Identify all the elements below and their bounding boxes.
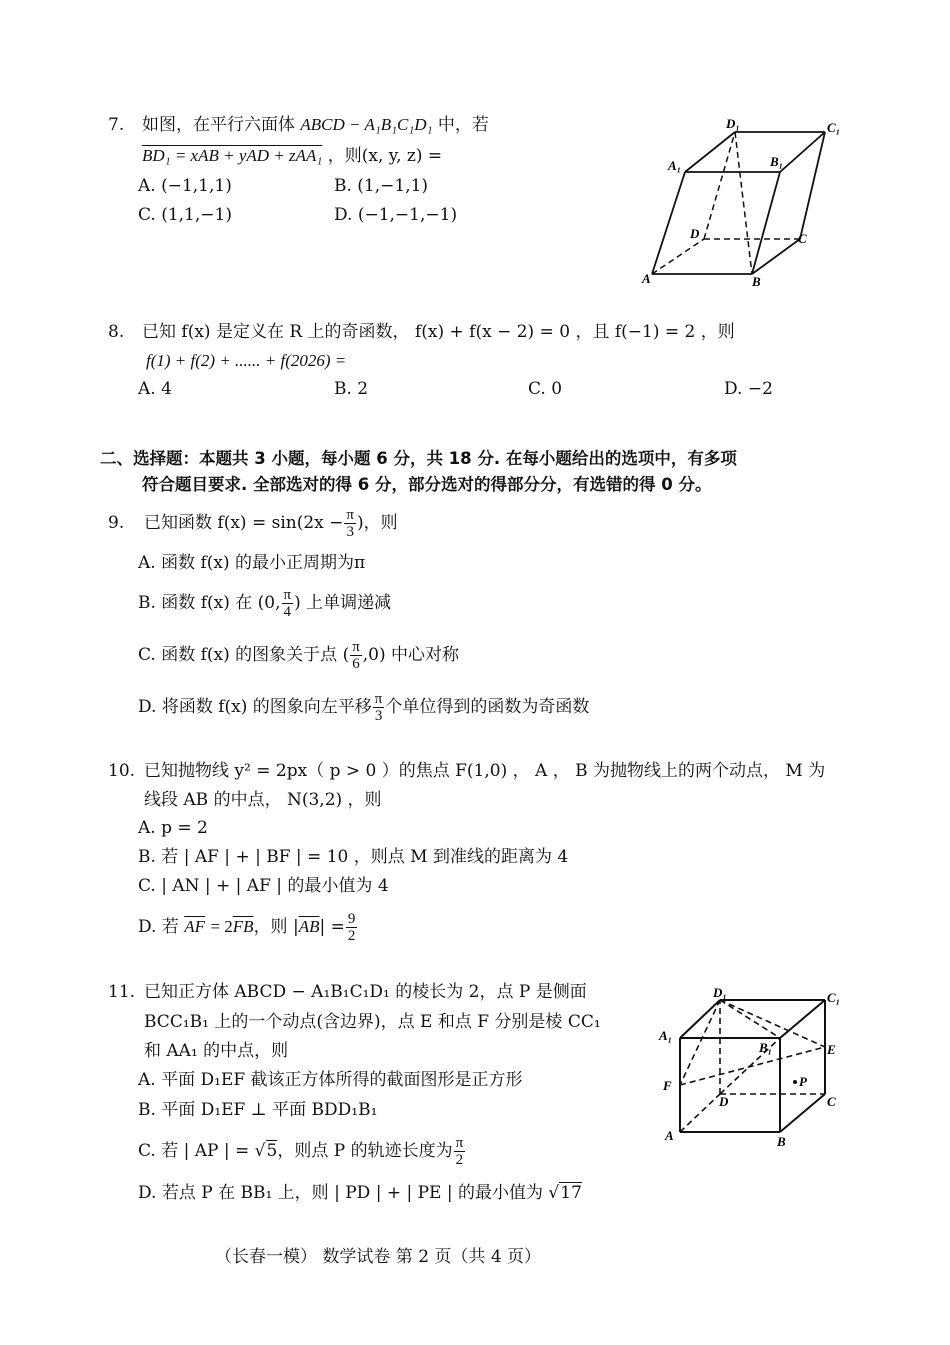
q7-stem-line2 bbox=[142, 145, 442, 167]
q10-optd-mid: = 2 bbox=[210, 917, 233, 936]
edge-ad bbox=[652, 239, 704, 274]
section2-heading-line1: 二、选择题：本题共 3 小题，每小题 6 分，共 18 分. 在每小题给出的选项中，有多项 bbox=[100, 449, 737, 468]
q9-optc-fraction bbox=[350, 639, 362, 672]
q11-line1: 已知正方体 ABCD − A₁B₁C₁D₁ 的棱长为 2，点 P 是侧面 bbox=[144, 982, 587, 1002]
label-e: E bbox=[827, 1042, 836, 1057]
section2-heading-line2: 符合题目要求. 全部选对的得 6 分，部分选对的得部分分，有选错的得 0 分。 bbox=[142, 475, 712, 494]
q7-question: ，则(x, y, z) = bbox=[327, 146, 443, 166]
label-b: B bbox=[777, 1134, 786, 1149]
q9-optd-post: 个单位得到的函数为奇函数 bbox=[385, 697, 590, 717]
label-d: D bbox=[690, 226, 700, 241]
q7-option-a: A. (−1,1,1) bbox=[138, 176, 232, 196]
q10-option-a: A. p = 2 bbox=[138, 818, 208, 838]
q9-optd-pre: D. 将函数 f(x) 的图象向左平移 bbox=[138, 697, 372, 717]
edge-b1c1 bbox=[780, 132, 825, 172]
seg-d1e bbox=[720, 1000, 825, 1047]
label-c1: C₁ bbox=[827, 990, 841, 1005]
q7-option-c: C. (1,1,−1) bbox=[138, 205, 232, 225]
q9-number: 9. bbox=[108, 513, 125, 533]
q9-optb-num: π bbox=[283, 587, 292, 603]
q10-optd-eq: | = bbox=[319, 917, 345, 937]
q10-optd-fraction bbox=[346, 911, 358, 944]
q11-option-b: B. 平面 D₁EF ⊥ 平面 BDD₁B₁ bbox=[138, 1100, 378, 1120]
q11-cube-figure bbox=[655, 980, 855, 1150]
q11-optc-num: π bbox=[455, 1135, 464, 1151]
q8-line2: f(1) + f(2) + ...... + f(2026) = bbox=[146, 351, 347, 370]
seg-d1b1 bbox=[720, 1000, 780, 1038]
q11-optc-mid: ，则点 P 的轨迹长度为 bbox=[277, 1141, 453, 1161]
q9-stem-pre: 已知函数 f(x) = sin(2x − bbox=[144, 513, 344, 533]
q10-vector-af: $\overline{AF}$ bbox=[184, 917, 206, 936]
q9-optc-post: ,0) 中心对称 bbox=[362, 645, 460, 665]
label-a: A bbox=[665, 1128, 674, 1143]
q7-number: 7. bbox=[108, 115, 125, 135]
q8-line1: 已知 f(x) 是定义在 R 上的奇函数， f(x) + f(x − 2) = 0 ，且 f(−1) = 2 ，则 bbox=[142, 322, 735, 342]
q7-stem-text: 如图，在平行六面体 bbox=[142, 115, 295, 135]
label-b1: B₁ bbox=[770, 154, 784, 169]
q11-line3: 和 AA₁ 的中点，则 bbox=[144, 1041, 289, 1061]
q9-option-d bbox=[138, 690, 589, 724]
label-d: D bbox=[719, 1094, 729, 1109]
q9-stem-post: )，则 bbox=[356, 513, 398, 533]
q10-optd-mid2: ，则 | bbox=[253, 917, 299, 937]
q9-frac-den: 3 bbox=[346, 524, 354, 540]
edge-bc bbox=[780, 1094, 825, 1132]
q11-option-a: A. 平面 D₁EF 截该正方体所得的截面图形是正方形 bbox=[138, 1070, 523, 1090]
q7-parallelepiped-figure bbox=[640, 112, 850, 292]
q9-optd-den: 3 bbox=[374, 708, 383, 724]
label-a: A bbox=[642, 271, 651, 286]
edge-ad bbox=[680, 1094, 720, 1132]
q9-optb-pre: B. 函数 f(x) 在 (0, bbox=[138, 593, 281, 613]
q11-optc-pre: C. 若 | AP | = bbox=[138, 1141, 250, 1161]
q10-vector-ab: $\overline{AB}$ bbox=[298, 917, 320, 936]
q9-option-b bbox=[138, 586, 391, 620]
q11-option-c: C. 若 | AP | = √5，则点 P 的轨迹长度为 $\frac{\pi}{2}$ bbox=[138, 1135, 464, 1168]
edge-dd1 bbox=[704, 132, 735, 239]
q10-line1: 已知抛物线 y² = 2px（ p > 0 ）的焦点 F(1,0) ， A ， B 为抛物线上的两个动点， M 为 bbox=[144, 761, 826, 781]
label-b: B bbox=[752, 274, 761, 289]
q9-optb-fraction bbox=[282, 587, 294, 620]
label-d1: D₁ bbox=[726, 116, 740, 131]
q9-optc-num: π bbox=[352, 639, 360, 655]
q11-optd-pre: D. 若点 P 在 BB₁ 上，则 | PD | + | PE | 的最小值为 bbox=[138, 1183, 543, 1203]
q10-option-d bbox=[138, 910, 358, 944]
q8-option-b: B. 2 bbox=[334, 379, 369, 399]
label-a1: A₁ bbox=[668, 158, 682, 173]
label-d1: D₁ bbox=[713, 985, 727, 1000]
edge-bb1 bbox=[752, 172, 780, 274]
label-a1: A₁ bbox=[659, 1028, 673, 1043]
q9-option-c bbox=[138, 638, 459, 672]
q9-stem bbox=[144, 506, 398, 540]
point-p bbox=[793, 1080, 797, 1084]
q9-optd-num: π bbox=[374, 691, 383, 707]
q8-option-d: D. −2 bbox=[724, 379, 773, 399]
page-footer: （长春一模） 数学试卷 第 2 页（共 4 页） bbox=[215, 1247, 542, 1267]
q8-option-a: A. 4 bbox=[138, 379, 172, 399]
q7-vector-equation: BD₁ = xAB + yAD + zAA₁ bbox=[142, 146, 323, 165]
q10-optd-den: 2 bbox=[347, 928, 356, 944]
q7-option-d: D. (−1,−1,−1) bbox=[334, 205, 458, 225]
q7-stem-tail: 中，若 bbox=[437, 115, 489, 135]
label-c: C bbox=[827, 1094, 836, 1109]
label-f: F bbox=[663, 1078, 672, 1093]
q9-optb-post: ) 上单调递减 bbox=[294, 593, 392, 613]
label-c: C bbox=[798, 231, 807, 246]
label-b1: B₁ bbox=[759, 1040, 773, 1055]
q9-optc-den: 6 bbox=[352, 656, 360, 672]
q10-optd-num: 9 bbox=[347, 911, 356, 927]
edge-aa1 bbox=[652, 172, 685, 274]
edge-cc1 bbox=[800, 132, 825, 239]
q7-stem-math: ABCD − A₁B₁C₁D₁ bbox=[300, 115, 433, 134]
label-c1: C₁ bbox=[827, 120, 841, 135]
q8-option-c: C. 0 bbox=[528, 379, 563, 399]
q11-optc-den: 2 bbox=[455, 1152, 464, 1168]
q9-option-a: A. 函数 f(x) 的最小正周期为π bbox=[138, 553, 366, 573]
q7-option-b: B. (1,−1,1) bbox=[334, 176, 429, 196]
q9-optc-pre: C. 函数 f(x) 的图象关于点 ( bbox=[138, 645, 350, 665]
edge-b1c1 bbox=[780, 1000, 825, 1038]
q10-line2: 线段 AB 的中点， N(3,2) ，则 bbox=[144, 790, 382, 810]
q9-stem-fraction bbox=[344, 507, 356, 540]
q11-optc-fraction bbox=[454, 1135, 466, 1168]
edge-a1d1 bbox=[680, 1000, 720, 1038]
q8-number: 8. bbox=[108, 322, 125, 342]
q11-option-d: D. 若点 P 在 BB₁ 上，则 | PD | + | PE | 的最小值为 √17 bbox=[138, 1183, 582, 1203]
q11-optd-root: 17 bbox=[560, 1183, 582, 1203]
edge-a1d1 bbox=[685, 132, 735, 172]
q7-stem-line1 bbox=[142, 114, 489, 136]
q9-frac-num: π bbox=[346, 507, 354, 523]
q11-number: 11. bbox=[108, 982, 136, 1002]
q9-optd-fraction bbox=[373, 691, 385, 724]
q10-optd-pre: D. 若 bbox=[138, 917, 179, 937]
label-p: P bbox=[799, 1074, 807, 1089]
q10-option-b: B. 若 | AF | + | BF | = 10 ，则点 M 到准线的距离为 4 bbox=[138, 847, 569, 867]
seg-d1f bbox=[680, 1000, 720, 1085]
q11-optc-root: 5 bbox=[266, 1141, 278, 1161]
q9-optb-den: 4 bbox=[283, 604, 292, 620]
q10-number: 10. bbox=[108, 761, 136, 781]
q10-option-c: C. | AN | + | AF | 的最小值为 4 bbox=[138, 876, 389, 896]
diag-bd1 bbox=[735, 132, 752, 274]
q11-line2: BCC₁B₁ 上的一个动点(含边界)，点 E 和点 F 分别是棱 CC₁ bbox=[144, 1012, 601, 1032]
q10-vector-fb: $\overline{FB}$ bbox=[232, 917, 254, 936]
edge-bc bbox=[752, 239, 800, 274]
